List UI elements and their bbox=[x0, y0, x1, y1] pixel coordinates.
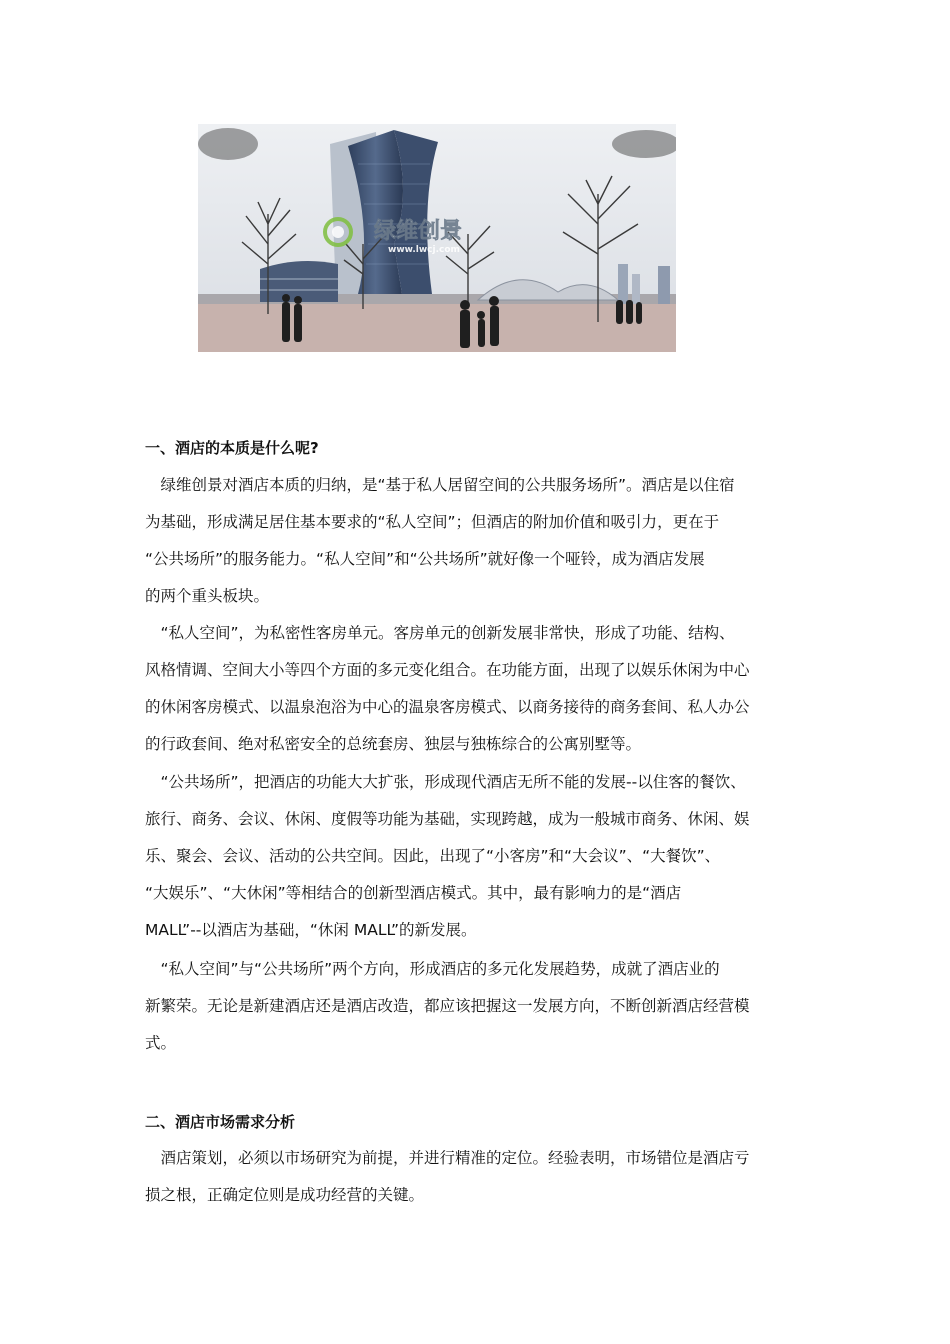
text-line: “私人空间”与“公共场所”两个方向，形成酒店的多元化发展趋势，成就了酒店业的 bbox=[145, 960, 720, 978]
text-line: 新繁荣。无论是新建酒店还是酒店改造，都应该把握这一发展方向，不断创新酒店经营模 bbox=[145, 997, 750, 1015]
text-line: 绿维创景对酒店本质的归纳，是“基于私人居留空间的公共服务场所”。酒店是以住宿 bbox=[145, 476, 735, 494]
hotel-illustration bbox=[198, 124, 676, 352]
text-line: “私人空间”，为私密性客房单元。客房单元的创新发展非常快，形成了功能、结构、 bbox=[145, 624, 735, 642]
text-line: 损之根，正确定位则是成功经营的关键。 bbox=[145, 1186, 425, 1204]
section-1-heading: 一、酒店的本质是什么呢? bbox=[145, 439, 319, 457]
section-2-heading: 二、酒店市场需求分析 bbox=[145, 1113, 296, 1131]
text-line: 为基础，形成满足居住基本要求的“私人空间”；但酒店的附加价值和吸引力，更在于 bbox=[145, 513, 720, 531]
text-line: “大娱乐”、“大休闲”等相结合的创新型酒店模式。其中，最有影响力的是“酒店 bbox=[145, 884, 682, 902]
section-1-paragraph-2 bbox=[145, 615, 810, 763]
text-line: “公共场所”的服务能力。“私人空间”和“公共场所”就好像一个哑铃，成为酒店发展 bbox=[145, 550, 705, 568]
text-line: 的两个重头板块。 bbox=[145, 587, 270, 605]
text-line: 酒店策划，必须以市场研究为前提，并进行精准的定位。经验表明，市场错位是酒店亏 bbox=[145, 1149, 750, 1167]
text-line: 风格情调、空间大小等四个方面的多元变化组合。在功能方面，出现了以娱乐休闲为中心 bbox=[145, 661, 750, 679]
text-line: “公共场所”，把酒店的功能大大扩张，形成现代酒店无所不能的发展--以住客的餐饮、 bbox=[145, 773, 746, 791]
section-1-paragraph-1 bbox=[145, 467, 810, 615]
text-line: 的休闲客房模式、以温泉泡浴为中心的温泉客房模式、以商务接待的商务套间、私人办公 bbox=[145, 698, 750, 716]
text-line: 乐、聚会、会议、活动的公共空间。因此，出现了“小客房”和“大会议”、“大餐饮”、 bbox=[145, 847, 721, 865]
section-2-paragraph-1 bbox=[145, 1140, 810, 1214]
section-1-paragraph-3 bbox=[145, 764, 810, 949]
text-line: 旅行、商务、会议、休闲、度假等功能为基础，实现跨越，成为一般城市商务、休闲、娱 bbox=[145, 810, 750, 828]
text-line: MALL”--以酒店为基础，“休闲 MALL”的新发展。 bbox=[145, 921, 477, 939]
watermark-url: www.lwcj.com bbox=[388, 245, 460, 255]
text-line: 的行政套间、绝对私密安全的总统套房、独层与独栋综合的公寓别墅等。 bbox=[145, 735, 642, 753]
section-1-paragraph-4 bbox=[145, 951, 810, 1062]
watermark-text: 绿维创景 bbox=[374, 219, 463, 244]
text-line: 式。 bbox=[145, 1034, 177, 1052]
